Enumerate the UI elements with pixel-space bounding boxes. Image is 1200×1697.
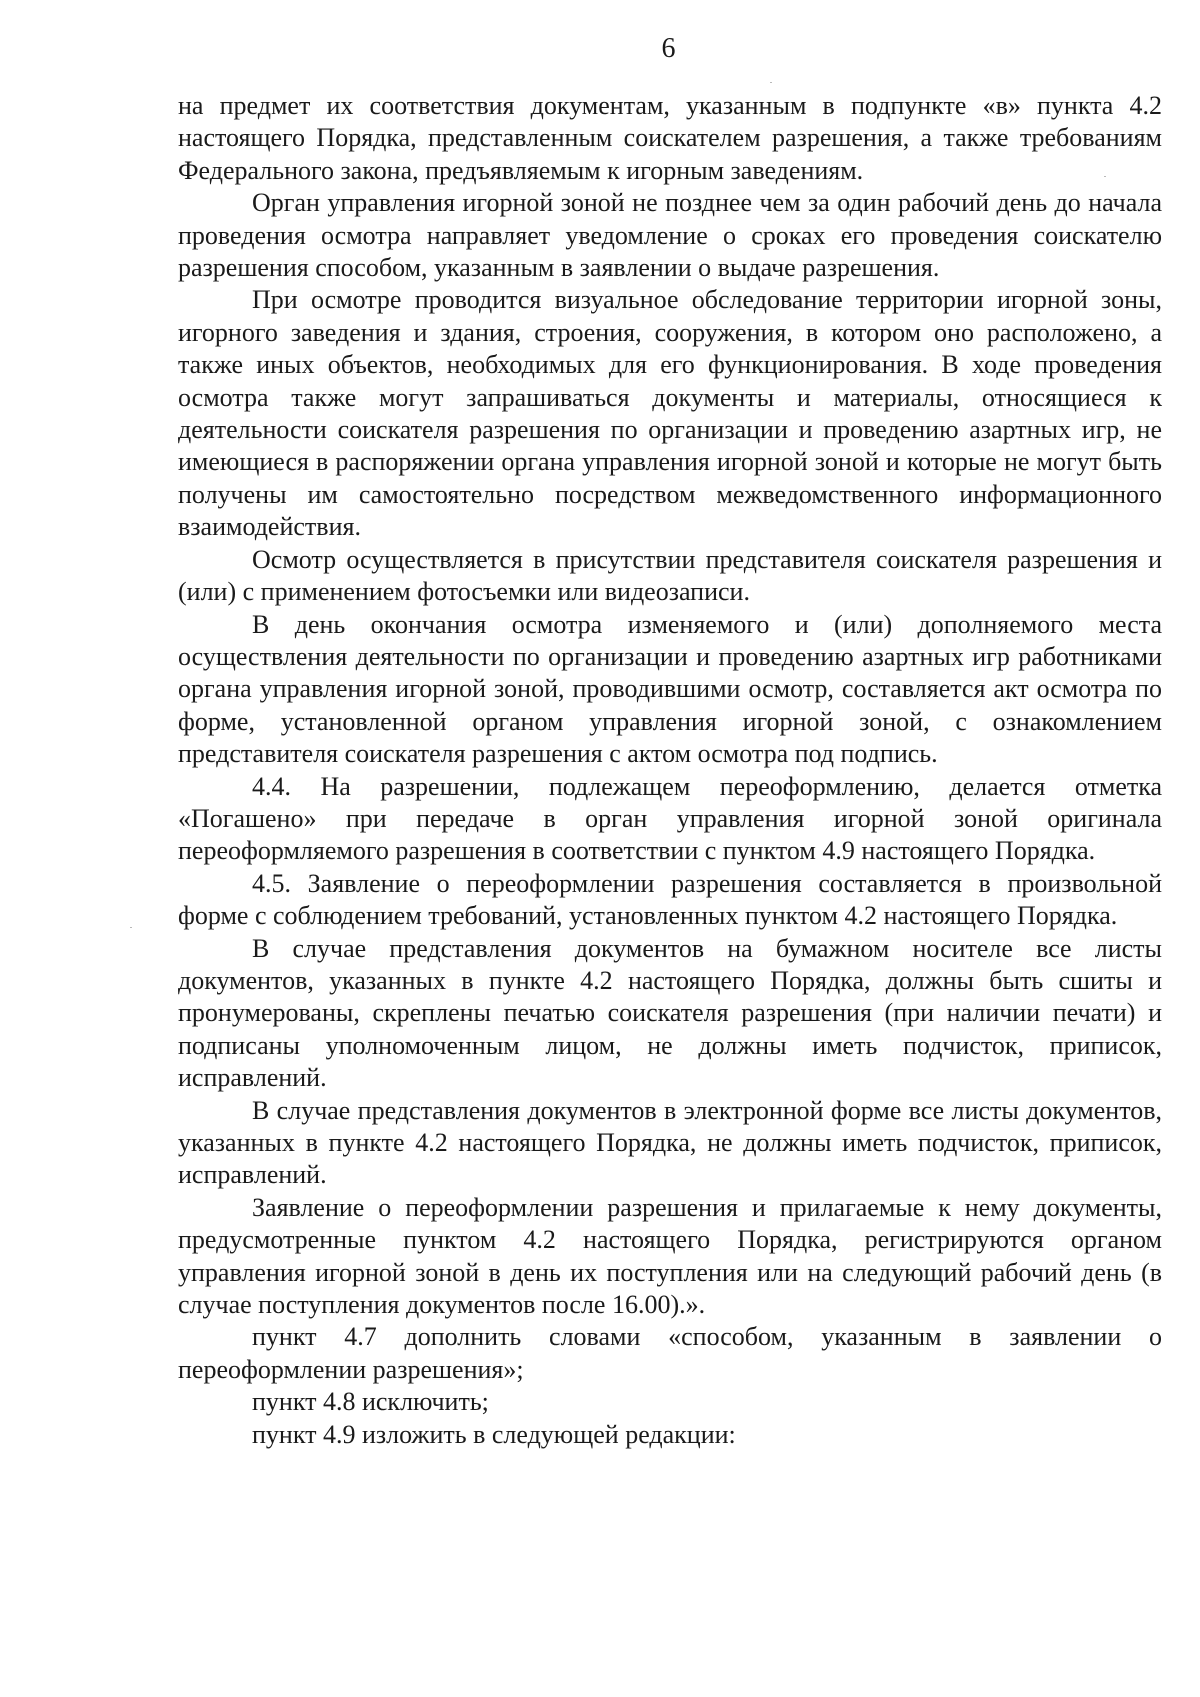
paragraph-continuation: на предмет их соответствия документам, указанным в подпункте «в» пункта 4.2 настоящего Порядка, представленным соискателем разрешения, а также требованиям Федерального закона, предъявляемым к игорным заведениям. (178, 91, 1162, 185)
document-body (178, 90, 1162, 1451)
paragraph-inspection-scope: При осмотре проводится визуальное обследование территории игорной зоны, игорного заведения и здания, строения, сооружения, в котором оно расположено, а также иных объектов, необходимых для его функционирования. В ходе проведения осмотра также могут запрашиваться документы и материалы, относящиеся к деятельности соискателя разрешения по организации и проведению азартных игр, не имеющиеся в распоряжении органа управления игорной зоной и которые не могут быть получены им самостоятельно посредством межведомственного информационного взаимодействия. (178, 285, 1162, 542)
paragraph-inspection-presence: Осмотр осуществляется в присутствии представителя соискателя разрешения и (или) с применением фотосъемки или видеозаписи. (178, 544, 1162, 607)
paragraph-inspection-act: В день окончания осмотра изменяемого и (или) дополняемого места осуществления деятельности по организации и проведению азартных игр работниками органа управления игорной зоной, проводившими осмотр, составляется акт осмотра по форме, установленной органом управления игорной зоной, с ознакомлением представителя соискателя разрешения с актом осмотра под подпись. (178, 609, 1162, 769)
paragraph-remove-4-8: пункт 4.8 исключить; (252, 1387, 489, 1417)
page-number: 6 (661, 33, 676, 64)
paragraph-paper-documents: В случае представления документов на бумажном носителе все листы документов, указанных в пункте 4.2 настоящего Порядка, должны быть сшиты и пронумерованы, скреплены печатью соискателя разрешения (при наличии печати) и подписаны уполномоченным лицом, не должны иметь подчисток, приписок, исправлений. (178, 933, 1162, 1093)
scan-speck (1104, 176, 1106, 177)
paragraph-registration: Заявление о переоформлении разрешения и прилагаемые к нему документы, предусмотренные пунктом 4.2 настоящего Порядка, регистрируются органом управления игорной зоной в день их поступления или на следующий рабочий день (в случае поступления документов после 16.00).». (178, 1192, 1162, 1320)
paragraph-restate-4-9: пункт 4.9 изложить в следующей редакции: (252, 1419, 736, 1449)
scan-speck (770, 82, 772, 83)
paragraph-electronic-documents: В случае представления документов в электронной форме все листы документов, указанных в пункте 4.2 настоящего Порядка, не должны иметь подчисток, приписок, исправлений. (178, 1095, 1162, 1190)
scan-speck (130, 927, 132, 928)
paragraph-section-4-4: 4.4. На разрешении, подлежащем переоформлению, делается отметка «Погашено» при передаче в орган управления игорной зоной оригинала переоформляемого разрешения в соответствии с пунктом 4.9 настоящего Порядка. (178, 771, 1162, 866)
paragraph-amend-4-7: пункт 4.7 дополнить словами «способом, указанным в заявлении о переоформлении разрешения»; (178, 1322, 1162, 1384)
paragraph-section-4-5: 4.5. Заявление о переоформлении разрешения составляется в произвольной форме с соблюдением требований, установленных пунктом 4.2 настоящего Порядка. (178, 868, 1162, 931)
paragraph-notification: Орган управления игорной зоной не позднее чем за один рабочий день до начала проведения осмотра направляет уведомление о сроках его проведения соискателю разрешения способом, указанным в заявлении о выдаче разрешения. (178, 188, 1162, 283)
